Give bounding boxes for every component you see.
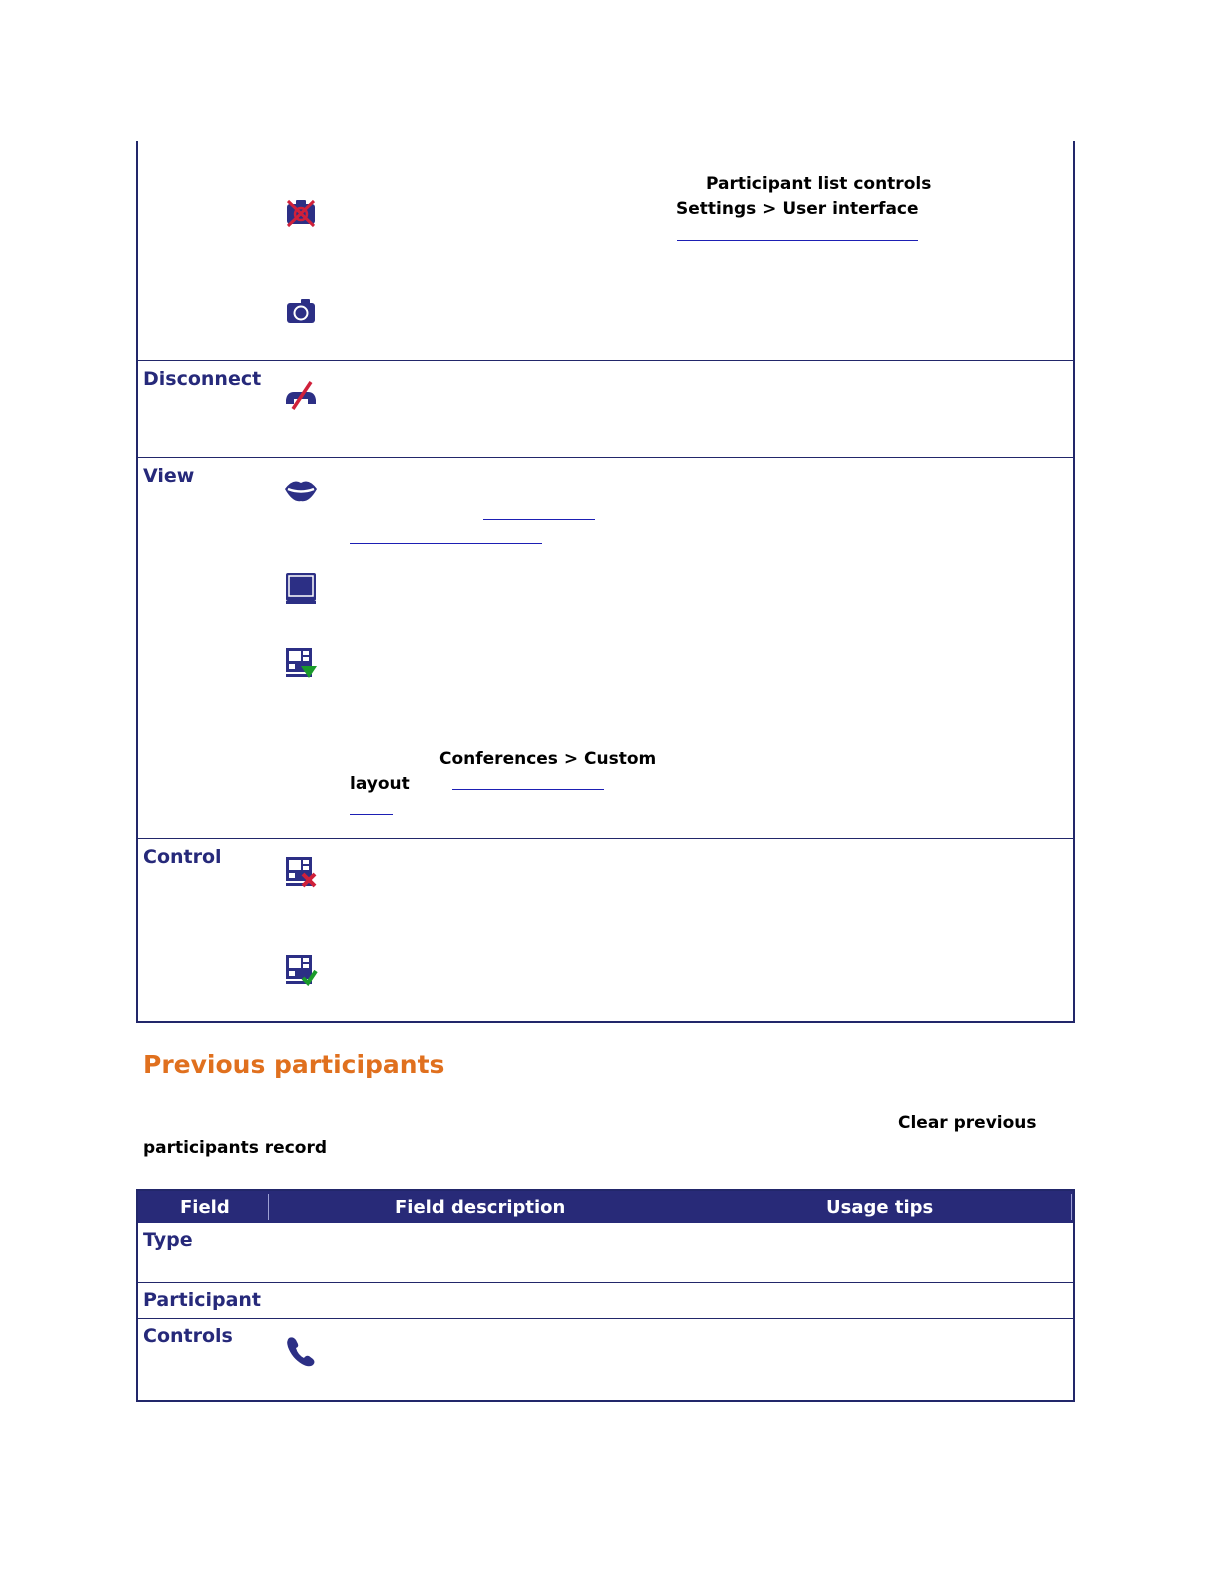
conferences-custom-label: Conferences > Custom	[439, 749, 657, 769]
header-usage-tips: Usage tips	[826, 1197, 934, 1218]
camera-off-icon[interactable]	[284, 195, 318, 229]
link-underline[interactable]	[452, 789, 604, 790]
header-field-description: Field description	[395, 1197, 566, 1218]
table-header	[138, 1191, 1073, 1223]
row-divider	[138, 838, 1073, 839]
participant-list-controls-label: Participant list controls	[706, 174, 932, 194]
participants-record-label: participants record	[143, 1138, 328, 1158]
lips-icon[interactable]	[284, 473, 318, 507]
layout-check-icon[interactable]	[284, 953, 318, 987]
monitor-icon[interactable]	[284, 571, 318, 605]
row-divider	[138, 1282, 1073, 1283]
link-underline[interactable]	[350, 814, 393, 815]
clear-previous-label: Clear previous	[898, 1113, 1037, 1133]
previous-participants-table	[136, 1189, 1075, 1402]
header-separator	[1071, 1194, 1072, 1220]
layout-remove-icon[interactable]	[284, 855, 318, 889]
field-type: Type	[143, 1229, 193, 1251]
link-underline[interactable]	[677, 240, 918, 241]
participant-controls-table	[136, 141, 1075, 1023]
field-view: View	[143, 465, 195, 487]
field-control: Control	[143, 846, 222, 868]
row-divider	[138, 457, 1073, 458]
header-separator	[268, 1194, 269, 1220]
settings-user-interface-label: Settings > User interface	[676, 199, 919, 219]
field-participant: Participant	[143, 1289, 262, 1311]
phone-handset-icon[interactable]	[284, 1334, 318, 1368]
disconnect-phone-icon[interactable]	[284, 378, 318, 412]
field-disconnect: Disconnect	[143, 368, 262, 390]
field-controls: Controls	[143, 1325, 233, 1347]
header-field: Field	[180, 1197, 230, 1218]
layout-label: layout	[350, 774, 410, 794]
row-divider	[138, 1318, 1073, 1319]
section-heading-previous-participants: Previous participants	[143, 1050, 445, 1079]
link-underline[interactable]	[483, 519, 595, 520]
layout-select-icon[interactable]	[284, 646, 318, 680]
link-underline[interactable]	[350, 543, 542, 544]
row-divider	[138, 360, 1073, 361]
camera-icon[interactable]	[284, 294, 318, 328]
